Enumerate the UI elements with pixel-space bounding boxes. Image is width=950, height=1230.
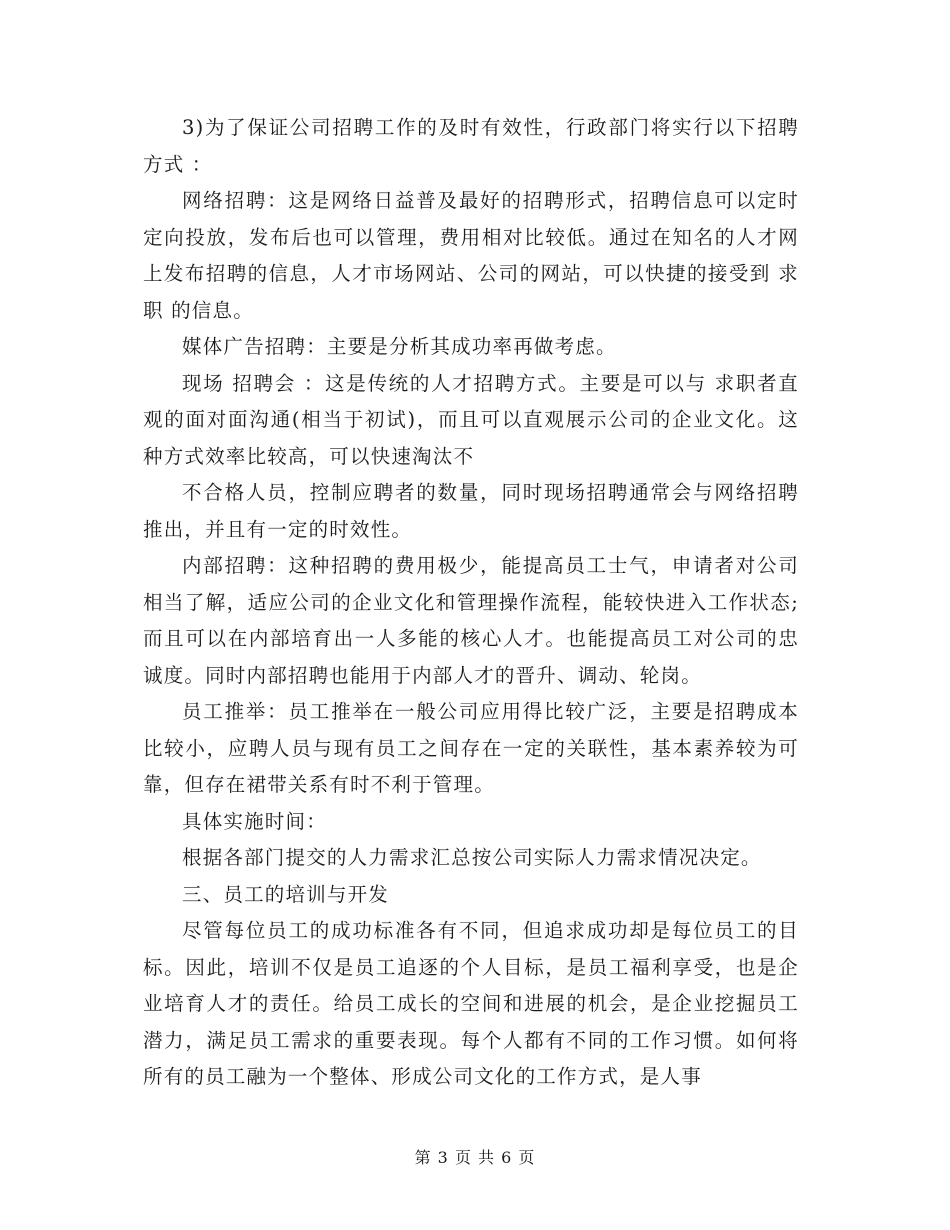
paragraph-training-intro: 尽管每位员工的成功标准各有不同，但追求成功却是每位员工的目标。因此，培训不仅是员工追逐的个人目标，是员工福利享受，也是企业培育人才的责任。给员工成长的空间和进展的机会，是企业挖掘员工潜力，满足员工需求的重要表现。每个人都有不同的工作习惯。如何将所有的员工融为一个整体、形成公司文化的工作方式，是人事 (143, 919, 799, 1088)
paragraph-employee-referral: 员工推举：员工推举在一般公司应用得比较广泛，主要是招聘成本比较小，应聘人员与现有员工之间存在一定的关联性，基本素养较为可靠，但存在裙带关系有时不利于管理。 (143, 700, 799, 796)
paragraph-media-ad-recruitment: 媒体广告招聘：主要是分析其成功率再做考虑。 (182, 335, 617, 358)
document-body (143, 110, 799, 1096)
paragraph-job-fair: 现场 招聘会 ：这是传统的人才招聘方式。主要是可以与 求职者直观的面对面沟通(相当于初试)，而且可以直观展示公司的企业文化。这种方式效率比较高，可以快速淘汰不 (143, 371, 799, 468)
section-heading-training: 三、员工的培训与开发 (182, 882, 390, 906)
paragraph-internal-recruitment: 内部招聘：这种招聘的费用极少，能提高员工士气，申请者对公司相当了解，适应公司的企业文化和管理操作流程，能较快进入工作状态;而且可以在内部培育出一人多能的核心人才。也能提高员工对公司的忠诚度。同时内部招聘也能用于内部人才的晋升、调动、轮岗。 (143, 554, 799, 687)
paragraph-implementation-time: 根据各部门提交的人力需求汇总按公司实际人力需求情况决定。 (182, 846, 762, 869)
page-number-footer: 第 3 页 共 6 页 (414, 1148, 536, 1167)
paragraph-job-fair-continued: 不合格人员，控制应聘者的数量，同时现场招聘通常会与网络招聘推出，并且有一定的时效性。 (143, 481, 799, 541)
paragraph-recruitment-methods-intro: 3)为了保证公司招聘工作的及时有效性，行政部门将实行以下招聘方式 ： (143, 116, 799, 176)
paragraph-online-recruitment: 网络招聘：这是网络日益普及最好的招聘形式，招聘信息可以定时定向投放，发布后也可以管理，费用相对比较低。通过在知名的人才网上发布招聘的信息，人才市场网站、公司的网站，可以快捷的接受到 求职 的信息。 (143, 189, 799, 322)
paragraph-implementation-time-label: 具体实施时间： (182, 809, 327, 833)
